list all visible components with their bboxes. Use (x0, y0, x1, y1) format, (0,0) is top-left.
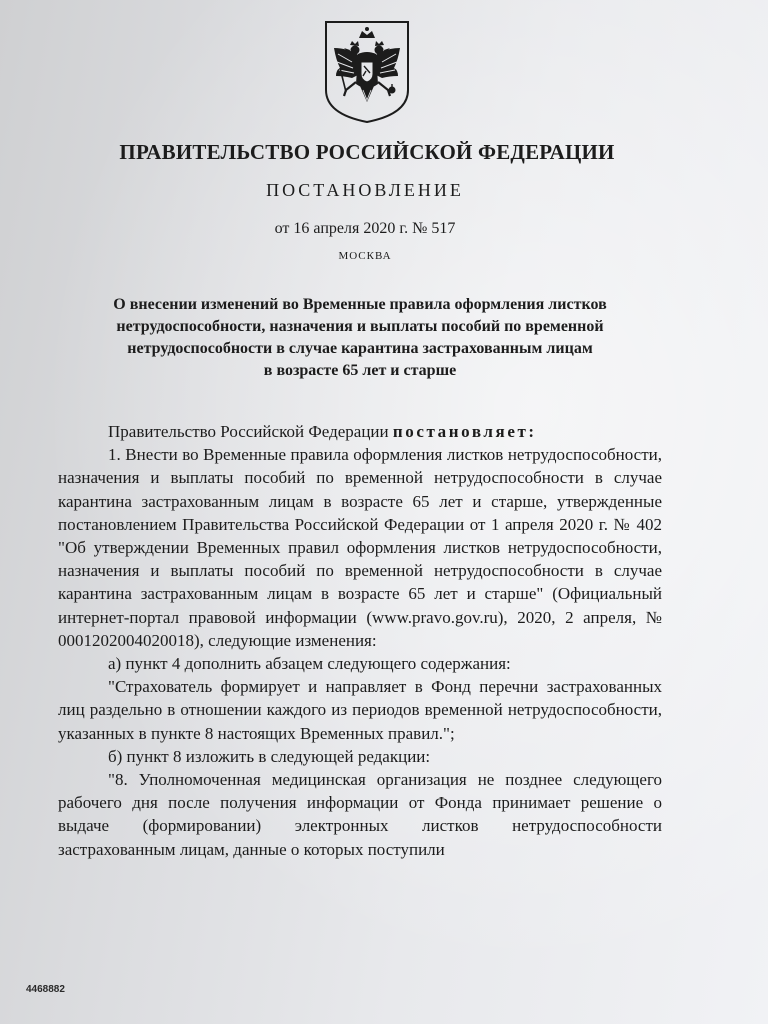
document-subject (60, 294, 660, 382)
government-title: ПРАВИТЕЛЬСТВО РОССИЙСКОЙ ФЕДЕРАЦИИ (119, 140, 615, 164)
intro-spaced-verb: постановляет: (392, 422, 537, 441)
document-type: ПОСТАНОВЛЕНИЕ (266, 180, 464, 200)
document-date-number: от 16 апреля 2020 г. № 517 (274, 220, 456, 237)
footer-document-code: 4468882 (26, 984, 65, 995)
subject-line: в возрасте 65 лет и старше (263, 362, 457, 379)
intro-text: Правительство Российской Федерации (108, 422, 393, 441)
subject-line: нетрудоспособности, назначения и выплаты пособий по временной (116, 318, 604, 335)
subparagraph-b: б) пункт 8 изложить в следующей редакции: (108, 746, 431, 766)
subject-line: нетрудоспособности в случае карантина застрахованным лицам (127, 340, 593, 357)
intro-paragraph (58, 420, 662, 443)
document-body (58, 420, 662, 861)
paragraph-1: 1. Внести во Временные правила оформления листков нетрудоспособности, назначения и выплаты пособий по временной нетрудоспособности в случае карантина застрахованным лицам в возрасте 65 лет и старше, утвержденные постановлением Правительства Российской Федерации от 1 апреля 2020 г. № 402 "Об утверждении Временных правил оформления листков нетрудоспособности, назначения и выплаты пособий по временной нетрудоспособности в случае карантина застрахованным лицам в возрасте 65 лет и старше" (Официальный интернет-портал правовой информации (www.pravo.gov.ru), 2020, 2 апреля, № 0001202004020018), следующие изменения: (58, 445, 662, 650)
subject-line: О внесении изменений во Временные правила оформления листков (113, 296, 607, 313)
russian-coat-of-arms-icon (322, 18, 412, 124)
document-city: МОСКВА (338, 250, 392, 262)
subparagraph-a: а) пункт 4 дополнить абзацем следующего содержания: (108, 654, 511, 674)
subparagraph-b-quote: "8. Уполномоченная медицинская организация не позднее следующего рабочего дня после получения информации от Фонда принимает решение о выдаче (формировании) электронных листков нетрудоспособности застрахованным лицам, данные о которых поступили (58, 770, 662, 859)
subparagraph-a-quote: "Страхователь формирует и направляет в Фонд перечни застрахованных лиц раздельно в отношении каждого из периодов временной нетрудоспособности, указанных в пункте 8 настоящих Временных правил."; (58, 677, 662, 743)
